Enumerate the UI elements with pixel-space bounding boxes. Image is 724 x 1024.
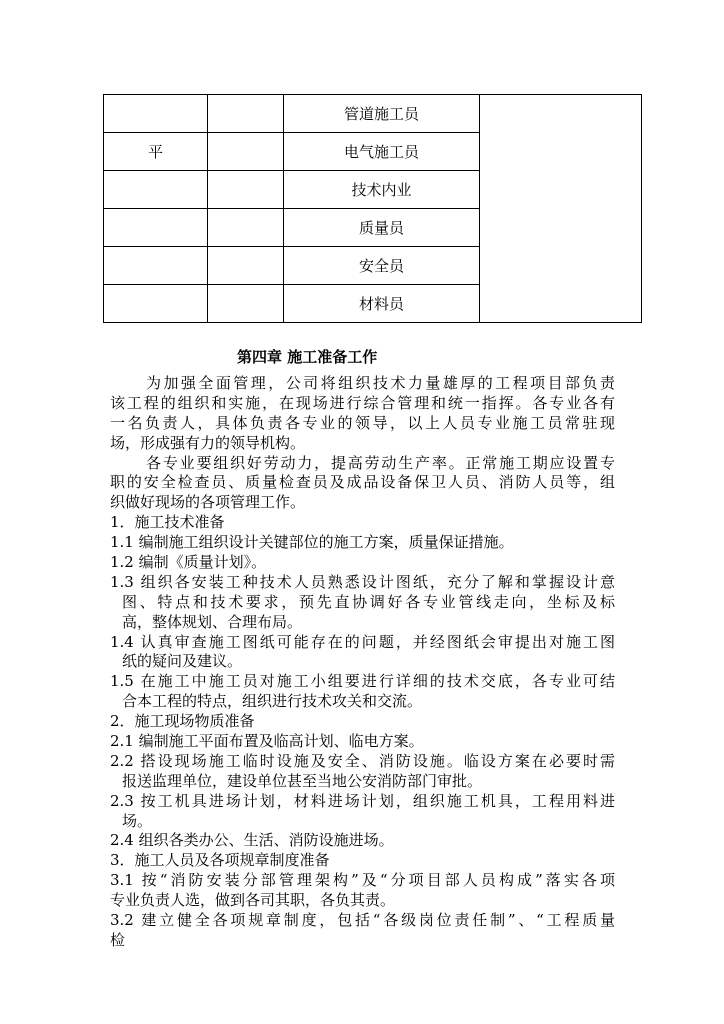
chapter-title: 第四章 施工准备工作 bbox=[237, 348, 378, 366]
role-cell: 管道施工员 bbox=[284, 95, 480, 133]
text-line: 场。 bbox=[122, 811, 153, 830]
table-cell bbox=[104, 285, 208, 323]
table-cell bbox=[104, 95, 208, 133]
text-line: 2.2 搭设现场施工临时设施及安全、消防设施。临设方案在必要时需 bbox=[110, 751, 615, 770]
table-cell bbox=[208, 285, 284, 323]
staff-table bbox=[103, 94, 642, 323]
section-heading: 3．施工人员及各项规章制度准备 bbox=[110, 851, 330, 870]
text-line: 2.4 组织各类办公、生活、消防设施进场。 bbox=[110, 831, 394, 850]
role-cell: 技术内业 bbox=[284, 171, 480, 209]
table-cell bbox=[208, 209, 284, 247]
text-line: 3.1 按“消防安装分部管理架构”及“分项目部人员构成”落实各项 bbox=[110, 871, 615, 890]
text-line: 1.5 在施工中施工员对施工小组要进行详细的技术交底，各专业可结 bbox=[110, 672, 615, 691]
table-cell bbox=[104, 247, 208, 285]
text-line: 一名负责人，具体负责各专业的领导，以上人员专业施工员常驻现 bbox=[110, 413, 615, 432]
section-heading: 1．施工技术准备 bbox=[110, 513, 225, 532]
role-cell: 安全员 bbox=[284, 247, 480, 285]
text-line: 合本工程的特点，组织进行技术攻关和交流。 bbox=[122, 692, 423, 711]
text-line: 职的安全检查员、质量检查员及成品设备保卫人员、消防人员等，组 bbox=[110, 473, 615, 492]
role-cell: 质量员 bbox=[284, 209, 480, 247]
text-line: 1.1 编制施工组织设计关键部位的施工方案，质量保证措施。 bbox=[110, 533, 514, 552]
text-line: 3.2 建立健全各项规章制度，包括“各级岗位责任制”、“工程质量 bbox=[110, 911, 615, 930]
text-line: 纸的疑问及建议。 bbox=[122, 652, 243, 671]
table-cell bbox=[208, 133, 284, 171]
text-line: 2.1 编制施工平面布置及临高计划、临电方案。 bbox=[110, 732, 424, 751]
table-cell bbox=[208, 95, 284, 133]
remark-cell bbox=[480, 95, 642, 323]
text-line: 1.2 编制《质量计划》。 bbox=[110, 553, 267, 572]
text-line: 图、特点和技术要求，预先直协调好各专业管线走向，坐标及标 bbox=[122, 592, 615, 611]
text-line: 织做好现场的各项管理工作。 bbox=[110, 493, 306, 512]
table-row bbox=[104, 95, 642, 133]
text-line: 1.3 组织各安装工种技术人员熟悉设计图纸，充分了解和掌握设计意 bbox=[110, 572, 615, 591]
table-cell bbox=[104, 171, 208, 209]
staff-table-body bbox=[104, 95, 642, 323]
text-line: 2.3 按工机具进场计划，材料进场计划，组织施工机具，工程用料进 bbox=[110, 791, 615, 810]
role-cell: 材料员 bbox=[284, 285, 480, 323]
table-cell bbox=[104, 209, 208, 247]
section-heading: 2．施工现场物质准备 bbox=[110, 712, 255, 731]
table-cell bbox=[208, 171, 284, 209]
text-line: 为加强全面管理，公司将组织技术力量雄厚的工程项目部负责 bbox=[146, 374, 615, 392]
table-cell: 平 bbox=[104, 133, 208, 171]
text-line: 场，形成强有力的领导机构。 bbox=[110, 433, 306, 452]
role-cell: 电气施工员 bbox=[284, 133, 480, 171]
text-line: 各专业要组织好劳动力，提高劳动生产率。正常施工期应设置专 bbox=[146, 453, 615, 472]
table-cell bbox=[208, 247, 284, 285]
text-line: 报送监理单位，建设单位甚至当地公安消防部门审批。 bbox=[122, 771, 483, 790]
text-line: 该工程的组织和实施，在现场进行综合管理和统一指挥。各专业各有 bbox=[110, 393, 615, 412]
text-line: 高，整体规划、合理布局。 bbox=[122, 612, 303, 631]
text-line: 检 bbox=[110, 930, 126, 949]
text-line: 专业负责人选，做到各司其职，各负其责。 bbox=[110, 891, 396, 910]
text-line: 1.4 认真审查施工图纸可能存在的问题，并经图纸会审提出对施工图 bbox=[110, 632, 615, 651]
chapter-body bbox=[110, 374, 615, 951]
